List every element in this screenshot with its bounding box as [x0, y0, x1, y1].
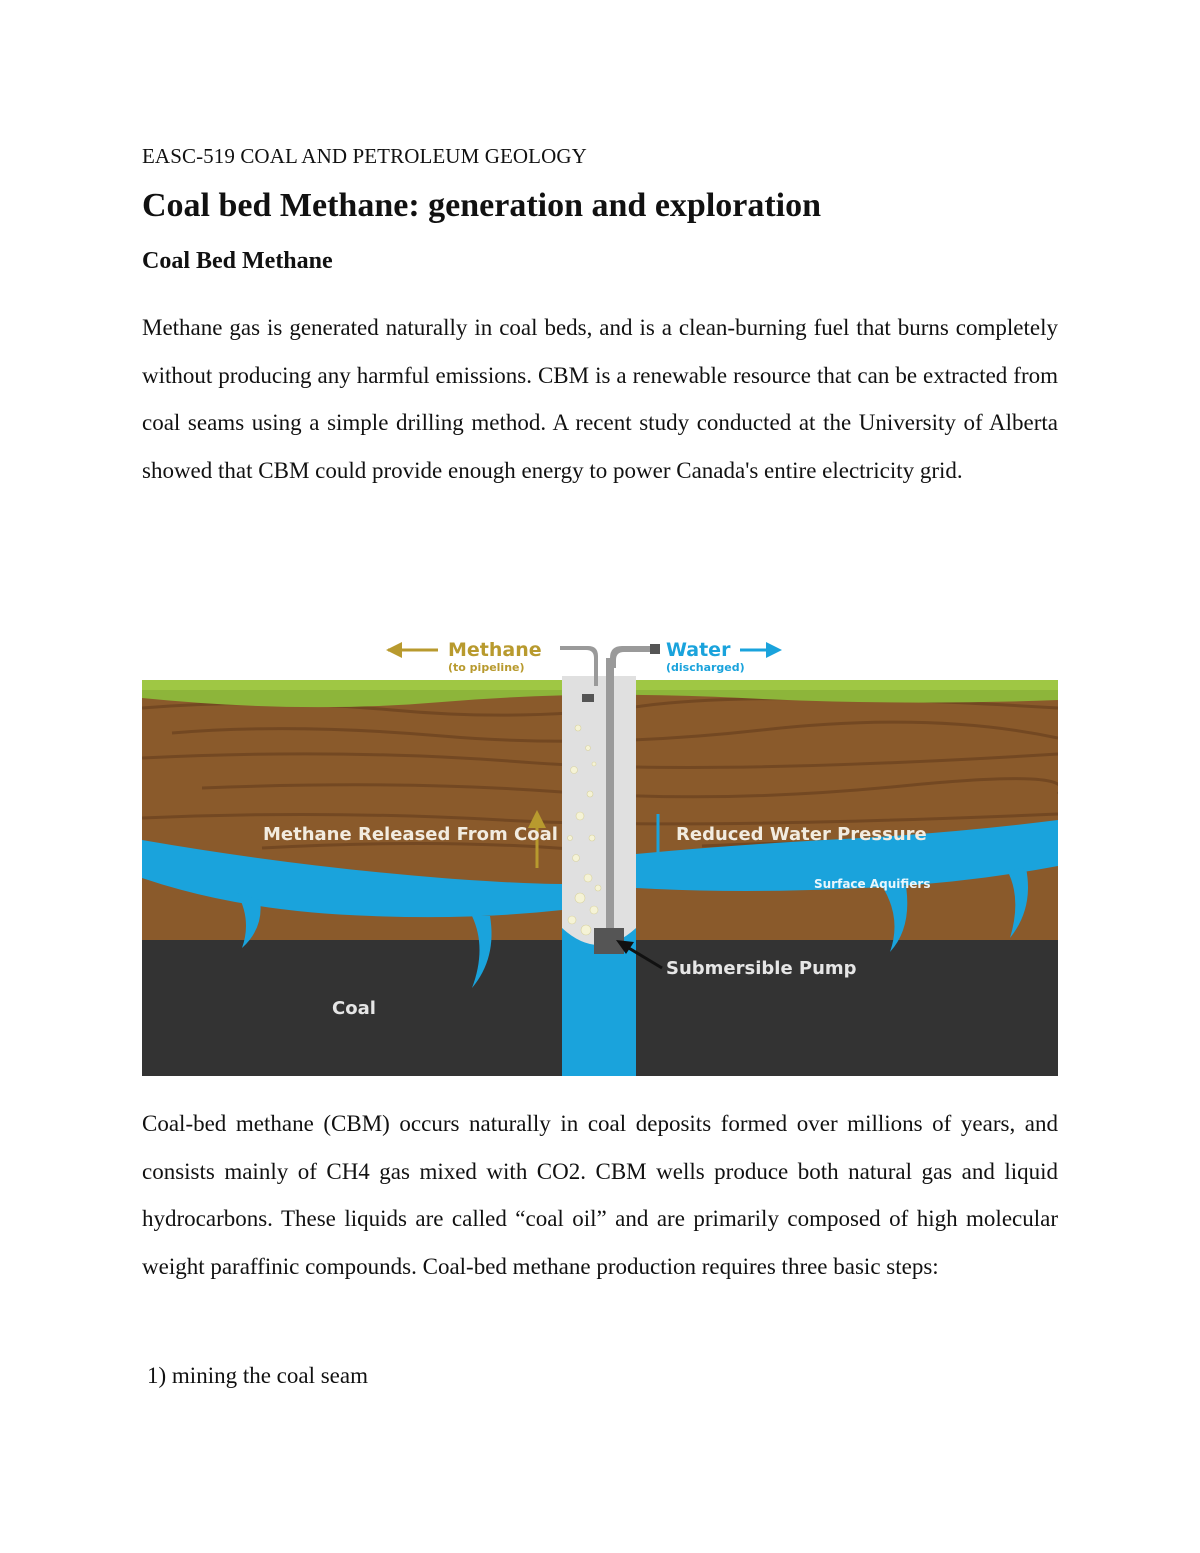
cbm-diagram [142, 548, 1058, 1076]
aquifers-label: Surface Aquifiers [814, 877, 931, 891]
course-heading: EASC-519 COAL AND PETROLEUM GEOLOGY [142, 144, 587, 168]
water-sub-label: (discharged) [666, 661, 745, 674]
methane-released-label: Methane Released From Coal [263, 824, 558, 845]
coal-label: Coal [332, 998, 376, 1019]
cbm-paragraph: Coal-bed methane (CBM) occurs naturally in coal deposits formed over millions of years, and consists mainly of CH4 gas mixed with CO2. CBM wells produce both natural gas and liquid hydrocarbons. These liquids are called “coal oil” and are primarily composed of high molecular weight paraffinic compounds. Coal-bed methane production requires three basic steps: [142, 1111, 1058, 1279]
water-label: Water [666, 639, 731, 661]
methane-label: Methane [448, 639, 542, 661]
pump-label: Submersible Pump [666, 958, 857, 979]
reduced-pressure-label: Reduced Water Pressure [676, 824, 927, 845]
methane-sub-label: (to pipeline) [448, 661, 525, 674]
section-heading: Coal Bed Methane [142, 248, 333, 274]
page-title: Coal bed Methane: generation and exploration [142, 187, 822, 224]
list-item: 1) mining the coal seam [147, 1363, 368, 1388]
intro-paragraph: Methane gas is generated naturally in coal beds, and is a clean-burning fuel that burns completely without producing any harmful emissions. CBM is a renewable resource that can be extracted from coal seams using a simple drilling method. A recent study conducted at the University of Alberta showed that CBM could provide enough energy to power Canada's entire electricity grid. [142, 315, 1058, 483]
well-casing [562, 676, 636, 948]
